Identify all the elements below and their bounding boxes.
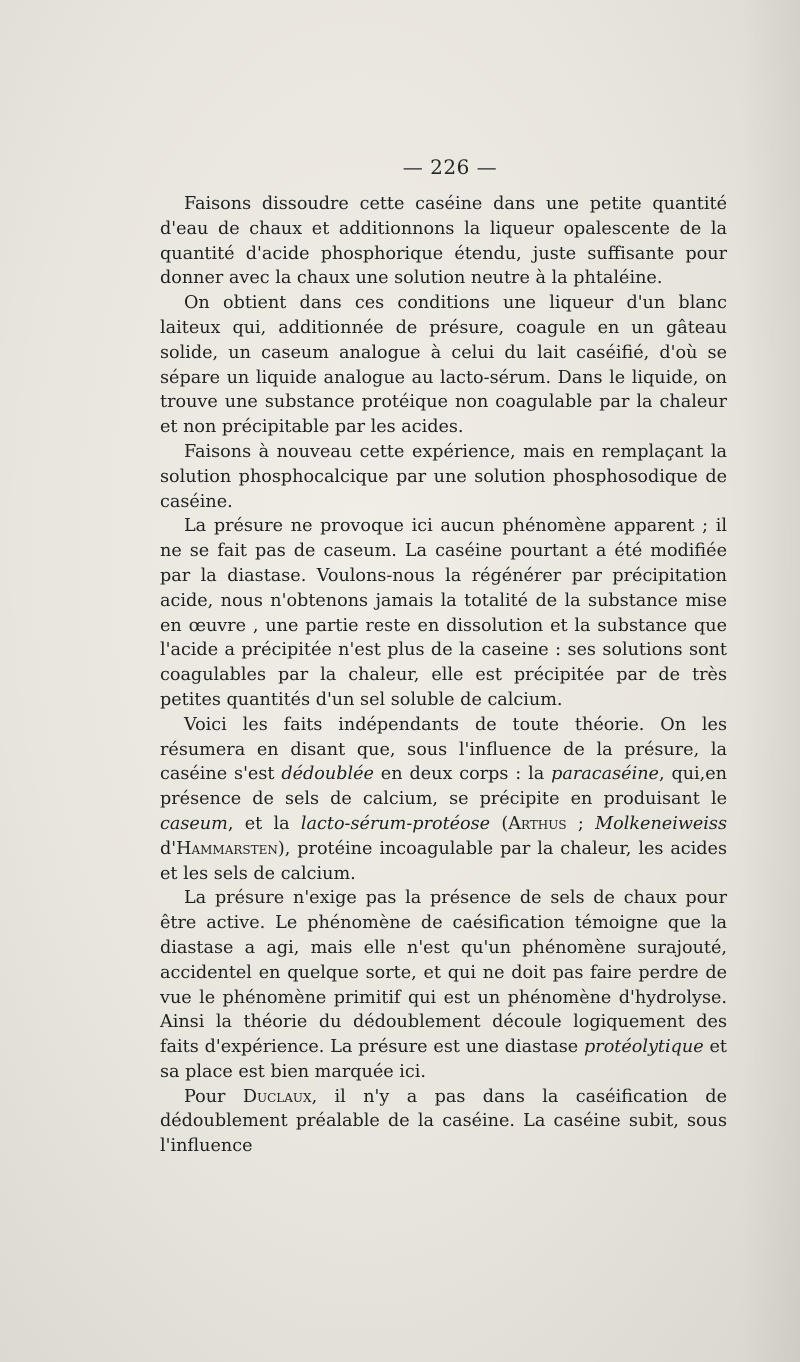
italic-term: dédoublée: [281, 764, 374, 785]
text-run: Pour: [184, 1086, 243, 1107]
text-run: et sa place est bien marquée ici.: [160, 1037, 727, 1082]
author-name: Arthus: [508, 813, 567, 834]
paragraph-1: Faisons dissoudre cette caséine dans une petite quantité d'eau de chaux et additionnons la liqueur opalescente de la quantité d'acide phosphorique étendu, juste suffisante pour donner avec la chaux une solution neutre à la phtaléine.: [160, 194, 727, 289]
author-name: Hammarsten: [176, 838, 278, 859]
paragraph-2: On obtient dans ces conditions une liqueur d'un blanc laiteux qui, additionnée de présure, coagule en un gâteau solide, un caseum analogue à celui du lait caséifié, d'où se sépare un liquide analogue au lacto-sérum. Dans le liquide, on trouve une substance protéique non coagulable par la chaleur et non précipitable par les acides.: [160, 293, 727, 438]
italic-term: caseum: [160, 813, 228, 834]
paragraph-3: Faisons à nouveau cette expérience, mais en remplaçant la solution phosphocalcique par une solution phosphosodique de caséine.: [160, 441, 727, 512]
paragraph-6: [160, 886, 727, 1084]
italic-term: Molkeneiweiss: [595, 813, 727, 834]
text-run: , et la: [227, 813, 301, 834]
text-run: , il n'y a pas dans la caséification de dédoublement préalable de la caséine. La caséine subit, sous l'influence: [160, 1086, 727, 1157]
body-text: [160, 192, 727, 1159]
text-run: d': [160, 838, 177, 859]
text-run: (: [490, 813, 509, 834]
text-run: ;: [566, 813, 596, 834]
text-run: ), protéine incoagulable par la chaleur, les acides et les sels de calcium.: [160, 838, 727, 884]
text-run: Voici les faits indépendants de toute théorie. On les résumera en disant que, sous l'influence de la présure, la caséine s'est: [160, 714, 727, 785]
text-run: , qui,en présence de sels de calcium, se précipite en produisant le: [160, 764, 727, 810]
paragraph-7: [160, 1085, 727, 1159]
text-run: La présure n'exige pas la présence de sels de chaux pour être active. Le phénomène de caésification témoigne que la diastase a agi, mais elle n'est qu'un phénomène surajouté, accidentel en quelque sorte, et qui ne doit pas faire perdre de vue le phénomène primitif qui est un phénomène d'hydrolyse. Ainsi la théorie du dédoublement découle logiquement des faits d'expérience. La présure est une diastase: [160, 888, 727, 1058]
page-number: — 226 —: [402, 155, 498, 179]
text-run: en deux corps : la: [373, 764, 552, 785]
italic-term: paracaséine: [551, 764, 659, 785]
paragraph-5: [160, 713, 727, 887]
author-name: Duclaux: [242, 1086, 312, 1107]
paragraph-4: La présure ne provoque ici aucun phénomène apparent ; il ne se fait pas de caseum. La caséine pourtant a été modifiée par la diastase. Voulons-nous la régénérer par précipitation acide, nous n'obtenons jamais la totalité de la substance mise en œuvre , une partie reste en dissolution et la substance que l'acide a précipitée n'est plus de la caseine : ses solutions sont coagulables par la chaleur, elle est précipitée par de très petites quantités d'un sel soluble de calcium.: [160, 516, 727, 710]
italic-term: lacto-sérum-protéose: [300, 813, 491, 834]
italic-term: protéolytique: [584, 1037, 704, 1058]
